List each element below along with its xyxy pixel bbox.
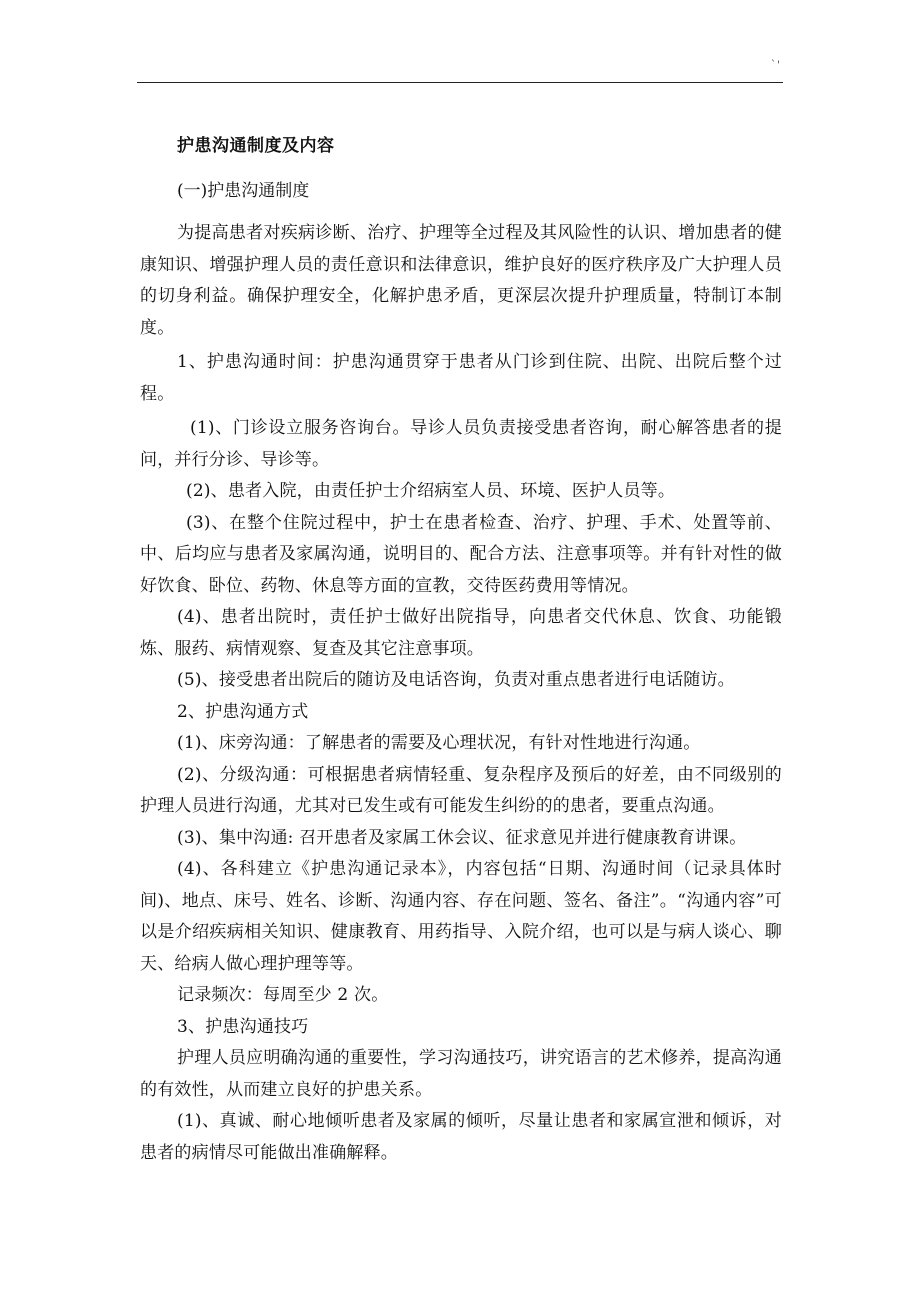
paragraph-item: (1)、门诊设立服务咨询台。导诊人员负责接受患者咨询，耐心解答患者的提问，并行分诊、导诊等。: [140, 418, 782, 470]
paragraph-item: (2)、患者入院，由责任护士介绍病室人员、环境、医护人员等。: [186, 481, 676, 501]
paragraph-item: (4)、各科建立《护患沟通记录本》，内容包括“日期、沟通时间（记录具体时间)、地点、床号、姓名、诊断、沟通内容、存在问题、签名、备注”。“沟通内容”可以是介绍疾病相关知识、健康教育、用药指导、入院介绍，也可以是与病人谈心、聊天、给病人做心理护理等等。: [140, 859, 782, 974]
section-heading: (一)护患沟通制度: [177, 181, 310, 201]
paragraph-item: (1)、床旁沟通：了解患者的需要及心理状况，有针对性地进行沟通。: [177, 733, 701, 753]
paragraph-comm-method: 2、护患沟通方式: [177, 701, 309, 722]
paragraph-item: (3)、集中沟通: 召开患者及家属工休会议、征求意见并进行健康教育讲课。: [177, 827, 747, 848]
document-title: 护患沟通制度及内容: [177, 136, 335, 156]
paragraph-comm-skills: 3、护患沟通技巧: [177, 1016, 309, 1037]
paragraph-item: (3)、在整个住院过程中，护士在患者检查、治疗、护理、手术、处置等前、中、后均应与患者及家属沟通，说明目的、配合方法、注意事项等。并有针对性的做好饮食、卧位、药物、休息等方面的宣教，交待医药费用等情况。: [140, 512, 782, 596]
paragraph-item: (1)、真诚、耐心地倾听患者及家属的倾听，尽量让患者和家属宣泄和倾诉，对患者的病情尽可能做出准确解释。: [140, 1111, 782, 1163]
paragraph-item: (5)、接受患者出院后的随访及电话咨询，负责对重点患者进行电话随访。: [177, 670, 735, 690]
paragraph-comm-time: 1、护患沟通时间：护患沟通贯穿于患者从门诊到住院、出院、出院后整个过程。: [140, 352, 782, 404]
header-rule: [137, 82, 783, 83]
document-body: [140, 218, 782, 1169]
paragraph-skills-intro: 护理人员应明确沟通的重要性，学习沟通技巧，讲究语言的艺术修养，提高沟通的有效性，从而建立良好的护患关系。: [140, 1048, 782, 1100]
header-mark: `': [771, 60, 781, 71]
paragraph-intro: 为提高患者对疾病诊断、治疗、护理等全过程及其风险性的认识、增加患者的健康知识、增强护理人员的责任意识和法律意识，维护良好的医疗秩序及广大护理人员的切身利益。确保护理安全，化解护患矛盾，更深层次提升护理质量，特制订本制度。: [140, 223, 782, 338]
paragraph-item: (2)、分级沟通：可根据患者病情轻重、复杂程序及预后的好差，由不同级别的护理人员进行沟通，尤其对已发生或有可能发生纠纷的的患者，要重点沟通。: [140, 764, 782, 816]
paragraph-record-frequency: 记录频次：每周至少 2 次。: [177, 985, 389, 1005]
paragraph-item: (4)、患者出院时，责任护士做好出院指导，向患者交代休息、饮食、功能锻炼、服药、病情观察、复查及其它注意事项。: [140, 607, 782, 659]
